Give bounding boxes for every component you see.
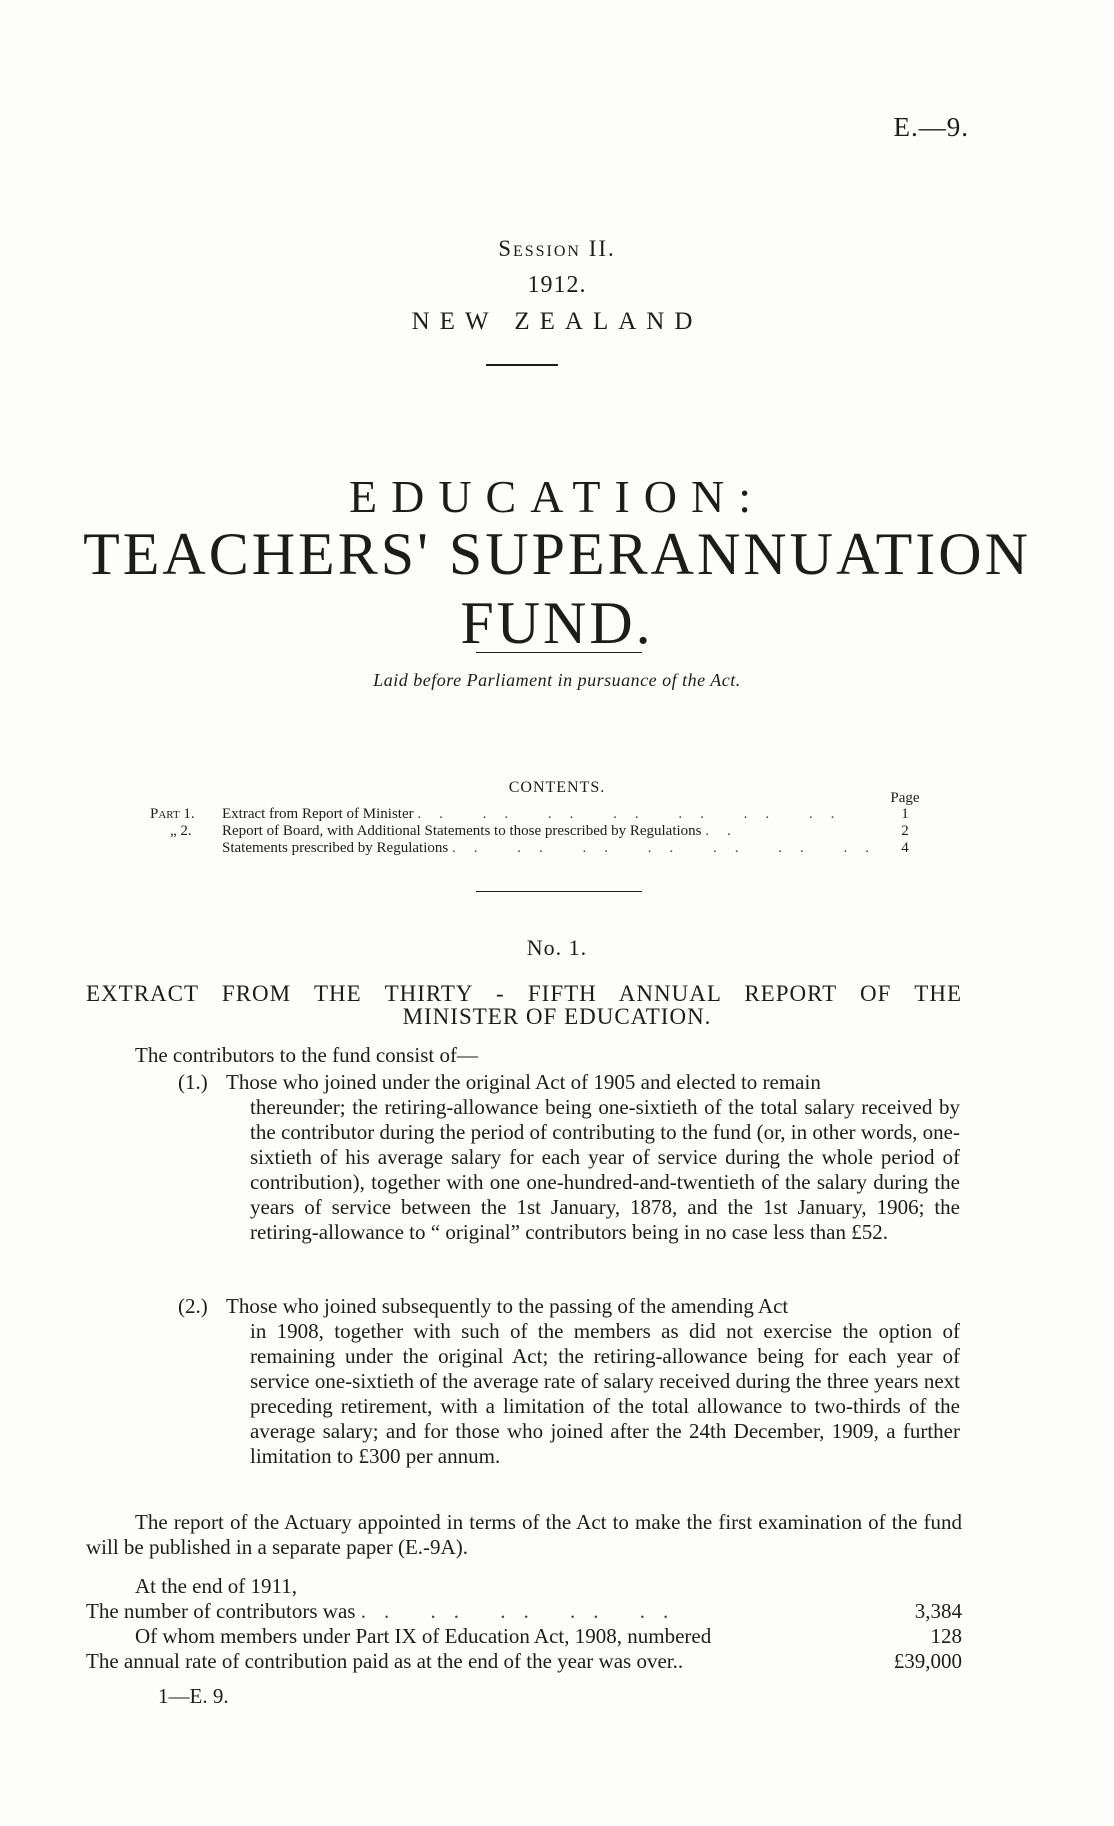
lead-paragraph: The contributors to the fund consist of— [135,1043,478,1067]
title-education: EDUCATION: [349,471,765,522]
paper-reference: E.—9. [893,112,969,142]
end-year-line: At the end of 1911, [135,1574,297,1598]
contents-heading: CONTENTS. [508,779,606,796]
contents-rule [476,891,642,892]
header-rule [486,364,558,366]
session-label: Session II. [498,236,616,261]
title-fund: TEACHERS' SUPERANNUATION FUND. [83,521,1031,656]
laid-before-note: Laid before Parliament in pursuance of the Act. [373,670,741,690]
title-rule [476,652,642,653]
section-number: No. 1. [526,935,588,960]
contents-page-label: Page [890,790,920,806]
section-heading-line2: MINISTER OF EDUCATION. [402,1004,712,1029]
year-label: 1912. [527,272,587,298]
section-heading-line1: EXTRACT FROM THE THIRTY - FIFTH ANNUAL REPORT OF THE [86,981,962,1006]
country-label: NEW ZEALAND [411,308,703,335]
actuary-paragraph: The report of the Actuary appointed in terms of the Act to make the first examination of the fund will be published in a separate paper (E.-9A). [86,1510,962,1559]
page-footer: 1—E. 9. [158,1684,229,1708]
